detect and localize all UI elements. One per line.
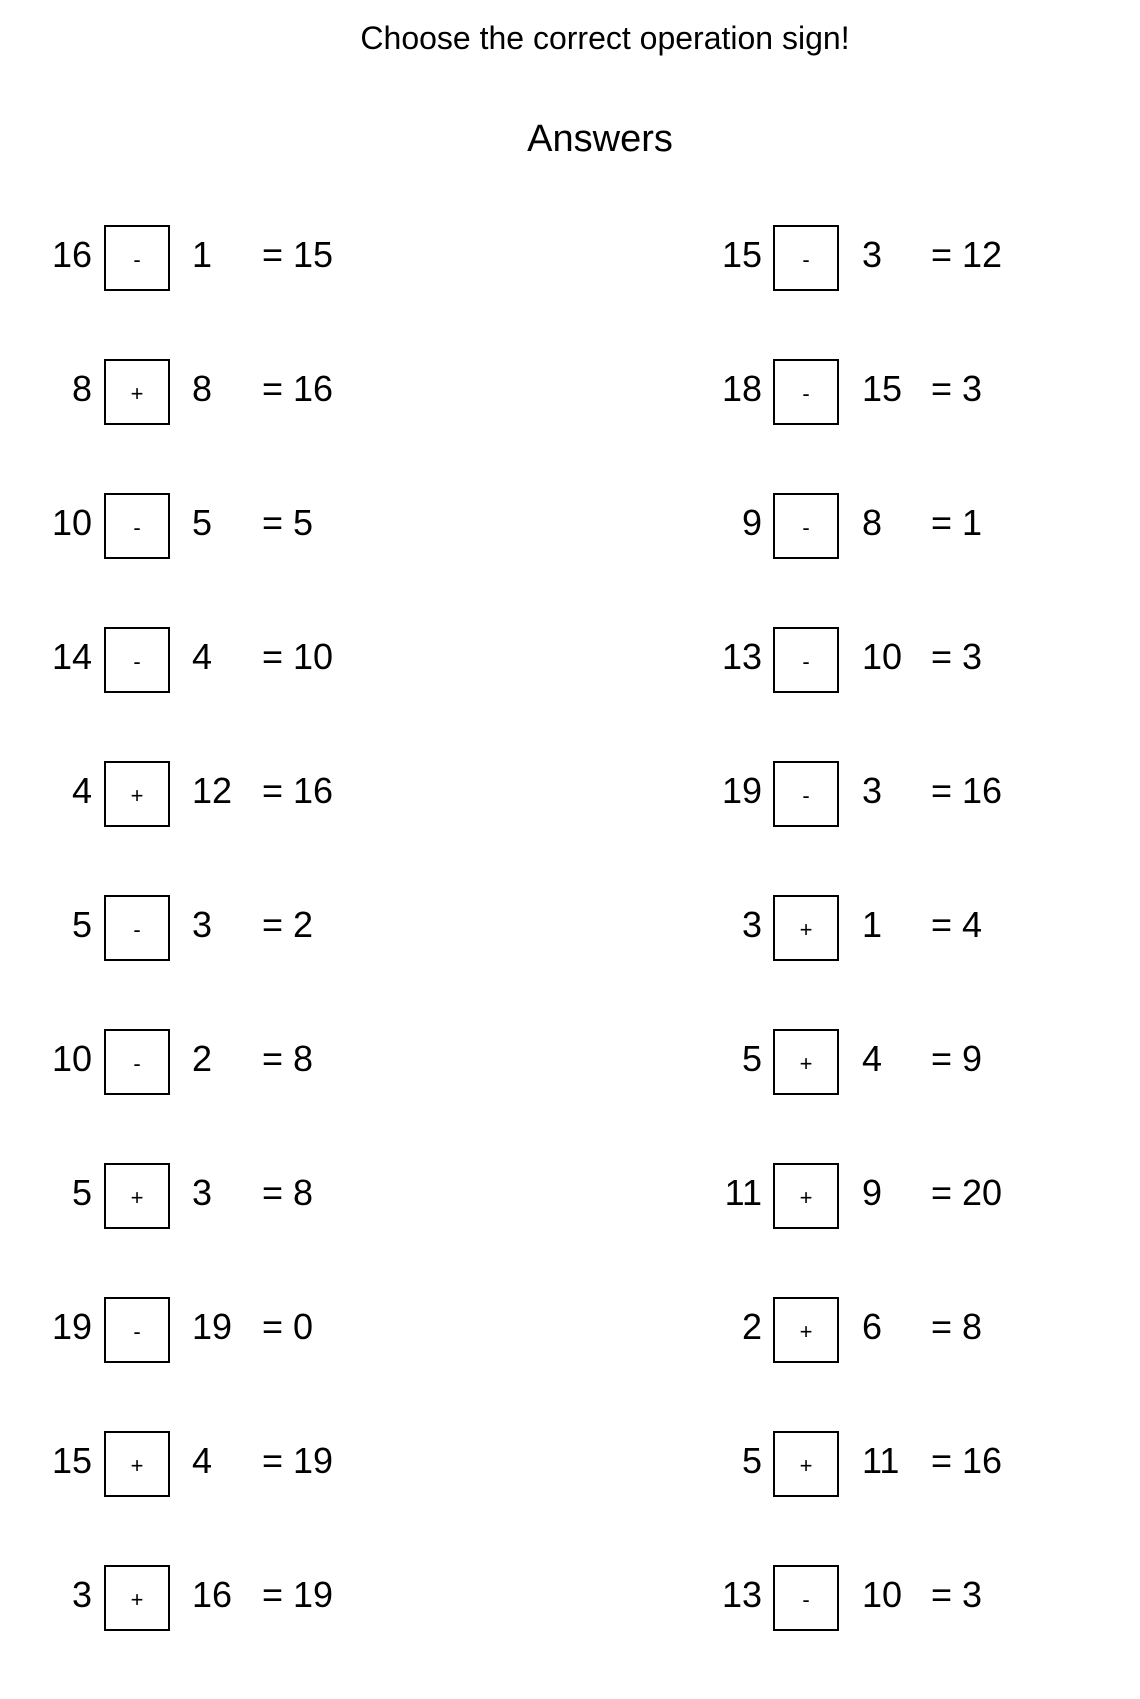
second-operand: 1 [862, 904, 883, 945]
operation-sign-box[interactable]: - [104, 1029, 170, 1095]
result [931, 1173, 1002, 1213]
equals-sign: = [262, 502, 284, 543]
result-value: 19 [293, 1574, 334, 1615]
equals-sign: = [262, 1038, 284, 1079]
page-title: Choose the correct operation sign! [360, 20, 850, 56]
operation-sign-box[interactable]: + [773, 1431, 839, 1497]
first-operand: 4 [71, 770, 92, 811]
second-operand: 3 [862, 770, 883, 811]
operation-sign-box[interactable]: - [773, 225, 839, 291]
result-value: 8 [293, 1172, 314, 1213]
second-operand: 8 [192, 368, 213, 409]
second-operand: 3 [192, 904, 213, 945]
equals-sign: = [262, 234, 284, 275]
first-operand: 8 [71, 368, 92, 409]
operation-sign-box[interactable]: + [773, 1297, 839, 1363]
result-value: 10 [293, 636, 334, 677]
result [262, 637, 333, 677]
result [931, 905, 982, 945]
operation-sign-box[interactable]: - [773, 493, 839, 559]
equals-sign: = [931, 368, 953, 409]
first-operand: 3 [71, 1574, 92, 1615]
operation-sign-box[interactable]: + [104, 1431, 170, 1497]
equals-sign: = [262, 1574, 284, 1615]
first-operand: 3 [741, 904, 762, 945]
operation-sign-box[interactable]: + [104, 1163, 170, 1229]
second-operand: 3 [862, 234, 883, 275]
result-value: 4 [962, 904, 983, 945]
result-value: 8 [962, 1306, 983, 1347]
second-operand: 6 [862, 1306, 883, 1347]
equals-sign: = [931, 1172, 953, 1213]
result [931, 771, 1002, 811]
second-operand: 4 [862, 1038, 883, 1079]
first-operand: 16 [51, 234, 92, 275]
operation-sign-box[interactable]: + [773, 1029, 839, 1095]
second-operand: 16 [192, 1574, 233, 1615]
result-value: 15 [293, 234, 334, 275]
operation-sign-box[interactable]: - [104, 493, 170, 559]
result-value: 3 [962, 636, 983, 677]
equals-sign: = [931, 234, 953, 275]
result-value: 16 [293, 368, 334, 409]
result [931, 637, 982, 677]
first-operand: 5 [71, 1172, 92, 1213]
result-value: 20 [962, 1172, 1003, 1213]
second-operand: 15 [862, 368, 903, 409]
equals-sign: = [262, 368, 284, 409]
first-operand: 15 [721, 234, 762, 275]
operation-sign-box[interactable]: + [773, 895, 839, 961]
result [262, 1039, 313, 1079]
result-value: 16 [962, 770, 1003, 811]
result [931, 235, 1002, 275]
first-operand: 15 [51, 1440, 92, 1481]
result [262, 1441, 333, 1481]
first-operand: 10 [51, 502, 92, 543]
operation-sign-box[interactable]: + [104, 1565, 170, 1631]
second-operand: 4 [192, 1440, 213, 1481]
result-value: 3 [962, 368, 983, 409]
equals-sign: = [931, 1038, 953, 1079]
result [262, 369, 333, 409]
operation-sign-box[interactable]: + [104, 359, 170, 425]
result-value: 1 [962, 502, 983, 543]
result-value: 19 [293, 1440, 334, 1481]
result-value: 9 [962, 1038, 983, 1079]
equals-sign: = [931, 1440, 953, 1481]
second-operand: 12 [192, 770, 233, 811]
result-value: 8 [293, 1038, 314, 1079]
equals-sign: = [931, 1574, 953, 1615]
result [931, 369, 982, 409]
result [262, 771, 333, 811]
equals-sign: = [262, 636, 284, 677]
second-operand: 5 [192, 502, 213, 543]
result [931, 1039, 982, 1079]
result [931, 1441, 1002, 1481]
operation-sign-box[interactable]: - [773, 1565, 839, 1631]
equals-sign: = [931, 636, 953, 677]
first-operand: 14 [51, 636, 92, 677]
second-operand: 10 [862, 636, 903, 677]
result-value: 12 [962, 234, 1003, 275]
operation-sign-box[interactable]: - [104, 627, 170, 693]
second-operand: 10 [862, 1574, 903, 1615]
result-value: 16 [293, 770, 334, 811]
first-operand: 19 [721, 770, 762, 811]
first-operand: 13 [721, 636, 762, 677]
result [262, 1307, 313, 1347]
result [931, 1307, 982, 1347]
result [931, 1575, 982, 1615]
operation-sign-box[interactable]: - [773, 359, 839, 425]
first-operand: 5 [741, 1440, 762, 1481]
equals-sign: = [931, 770, 953, 811]
equals-sign: = [262, 904, 284, 945]
second-operand: 9 [862, 1172, 883, 1213]
operation-sign-box[interactable]: - [773, 627, 839, 693]
first-operand: 5 [71, 904, 92, 945]
second-operand: 11 [862, 1440, 900, 1481]
page-subtitle: Answers [527, 118, 673, 160]
equals-sign: = [931, 502, 953, 543]
first-operand: 9 [741, 502, 762, 543]
operation-sign-box[interactable]: - [104, 1297, 170, 1363]
first-operand: 11 [724, 1172, 762, 1213]
operation-sign-box[interactable]: - [104, 225, 170, 291]
result [262, 1173, 313, 1213]
result-value: 0 [293, 1306, 314, 1347]
result-value: 16 [962, 1440, 1003, 1481]
second-operand: 1 [192, 234, 213, 275]
first-operand: 13 [721, 1574, 762, 1615]
equals-sign: = [931, 1306, 953, 1347]
operation-sign-box[interactable]: + [104, 761, 170, 827]
equals-sign: = [262, 1440, 284, 1481]
result [262, 1575, 333, 1615]
second-operand: 4 [192, 636, 213, 677]
equals-sign: = [931, 904, 953, 945]
second-operand: 8 [862, 502, 883, 543]
first-operand: 10 [51, 1038, 92, 1079]
first-operand: 18 [721, 368, 762, 409]
result [262, 503, 313, 543]
result [262, 235, 333, 275]
result-value: 2 [293, 904, 314, 945]
equals-sign: = [262, 1306, 284, 1347]
operation-sign-box[interactable]: - [773, 761, 839, 827]
result-value: 3 [962, 1574, 983, 1615]
result [262, 905, 313, 945]
operation-sign-box[interactable]: + [773, 1163, 839, 1229]
result-value: 5 [293, 502, 314, 543]
equals-sign: = [262, 1172, 284, 1213]
operation-sign-box[interactable]: - [104, 895, 170, 961]
result [931, 503, 982, 543]
first-operand: 5 [741, 1038, 762, 1079]
second-operand: 2 [192, 1038, 213, 1079]
second-operand: 3 [192, 1172, 213, 1213]
first-operand: 2 [741, 1306, 762, 1347]
equals-sign: = [262, 770, 284, 811]
second-operand: 19 [192, 1306, 233, 1347]
first-operand: 19 [51, 1306, 92, 1347]
